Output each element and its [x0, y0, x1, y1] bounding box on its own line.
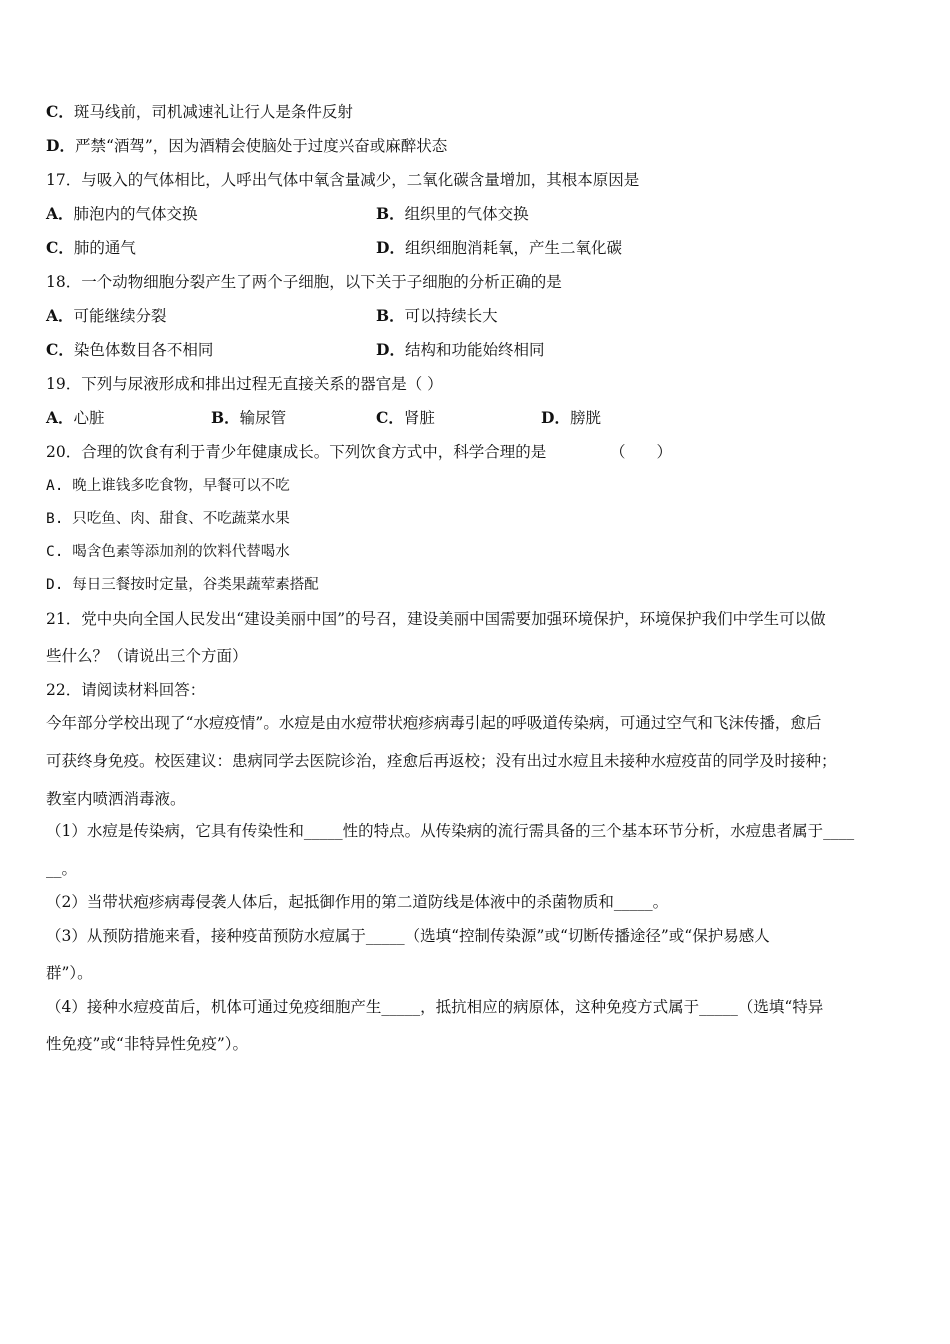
- q19-option-b: [211, 408, 286, 428]
- q22-sub4-line1: （4）接种水痘疫苗后，机体可通过免疫细胞产生_____，抵抗相应的病原体，这种免疫方式属于_____（选填“特异: [46, 998, 824, 1016]
- option-label: B．: [376, 306, 405, 325]
- q17-option-b: [376, 204, 529, 224]
- q22-material-line1: 今年部分学校出现了“水痘疫情”。水痘是由水痘带状疱疹病毒引起的呼吸道传染病，可通过空气和飞沫传播，愈后: [46, 714, 822, 732]
- q20-answer-paren: （ ）: [610, 443, 673, 461]
- q20-option-b: B. 只吃鱼、肉、甜食、不吃蔬菜水果: [46, 511, 290, 527]
- q18-stem: 18．一个动物细胞分裂产生了两个子细胞，以下关于子细胞的分析正确的是: [46, 273, 562, 291]
- option-label: B．: [211, 408, 240, 427]
- option-text: 可以持续长大: [404, 307, 498, 325]
- q16-option-d: [46, 136, 447, 156]
- q17-stem: 17．与吸入的气体相比，人呼出气体中氧含量减少，二氧化碳含量增加，其根本原因是: [46, 171, 640, 189]
- option-text: 膀胱: [569, 409, 601, 427]
- q19-option-d: [541, 408, 601, 428]
- q22-sub2: （2）当带状疱疹病毒侵袭人体后，起抵御作用的第二道防线是体液中的杀菌物质和_____。: [46, 893, 669, 911]
- option-text: 染色体数目各不相同: [73, 341, 214, 359]
- q18-option-b: [376, 306, 498, 326]
- q18-option-d: [376, 340, 544, 360]
- option-text: 可能继续分裂: [73, 307, 167, 325]
- option-label: D．: [376, 238, 405, 257]
- option-text: 肺的通气: [73, 239, 136, 257]
- q22-material-line3: 教室内喷洒消毒液。: [46, 790, 186, 808]
- q17-option-a: [46, 204, 198, 224]
- q20-option-a: A. 晚上谁钱多吃食物，早餐可以不吃: [46, 478, 290, 494]
- option-text: 组织里的气体交换: [404, 205, 529, 223]
- q21-line1: 21．党中央向全国人民发出“建设美丽中国”的号召，建设美丽中国需要加强环境保护，环境保护我们中学生可以做: [46, 610, 826, 628]
- q22-stem: 22．请阅读材料回答：: [46, 681, 206, 699]
- q17-option-c: [46, 238, 136, 258]
- option-text: 输尿管: [239, 409, 287, 427]
- option-label: D．: [376, 340, 405, 359]
- q19-stem: 19．下列与尿液形成和排出过程无直接关系的器官是（ ）: [46, 375, 443, 393]
- option-label: C．: [46, 102, 74, 121]
- option-label: A．: [46, 306, 74, 325]
- q17-option-d: [376, 238, 622, 258]
- q22-sub3-line2: 群”）。: [46, 964, 93, 982]
- q22-sub4-line2: 性免疫”或“非特异性免疫”）。: [46, 1035, 249, 1053]
- q16-option-c: [46, 102, 353, 122]
- q19-option-c: [376, 408, 435, 428]
- option-label: A．: [46, 408, 74, 427]
- q18-option-c: [46, 340, 213, 360]
- option-text: 严禁“酒驾”，因为酒精会使脑处于过度兴奋或麻醉状态: [74, 137, 448, 155]
- q20-option-c: C. 喝含色素等添加剂的饮料代替喝水: [46, 544, 290, 560]
- q22-sub3-line1: （3）从预防措施来看，接种疫苗预防水痘属于_____（选填“控制传染源”或“切断传播途径”或“保护易感人: [46, 927, 770, 945]
- option-label: C．: [376, 408, 404, 427]
- q18-option-a: [46, 306, 167, 326]
- option-label: B．: [376, 204, 405, 223]
- option-text: 结构和功能始终相同: [404, 341, 545, 359]
- q21-line2: 些什么？（请说出三个方面）: [46, 647, 248, 665]
- option-text: 斑马线前，司机减速礼让行人是条件反射: [73, 103, 353, 121]
- option-label: D．: [541, 408, 570, 427]
- option-label: D．: [46, 136, 75, 155]
- option-text: 肾脏: [403, 409, 435, 427]
- q20-option-d: D. 每日三餐按时定量，谷类果蔬荤素搭配: [46, 577, 319, 593]
- q22-material-line2: 可获终身免疫。校医建议：患病同学去医院诊治，痊愈后再返校；没有出过水痘且未接种水痘疫苗的同学及时接种；: [46, 752, 837, 770]
- option-label: A．: [46, 204, 74, 223]
- option-label: C．: [46, 340, 74, 359]
- option-text: 组织细胞消耗氧，产生二氧化碳: [404, 239, 622, 257]
- option-text: 心脏: [73, 409, 105, 427]
- q22-sub1-line1: （1）水痘是传染病，它具有传染性和_____性的特点。从传染病的流行需具备的三个基本环节分析，水痘患者属于____: [46, 822, 855, 840]
- q19-option-a: [46, 408, 105, 428]
- option-label: C．: [46, 238, 74, 257]
- q20-stem: 20．合理的饮食有利于青少年健康成长。下列饮食方式中，科学合理的是: [46, 443, 547, 461]
- option-text: 肺泡内的气体交换: [73, 205, 198, 223]
- q22-sub1-line2: __。: [46, 860, 78, 878]
